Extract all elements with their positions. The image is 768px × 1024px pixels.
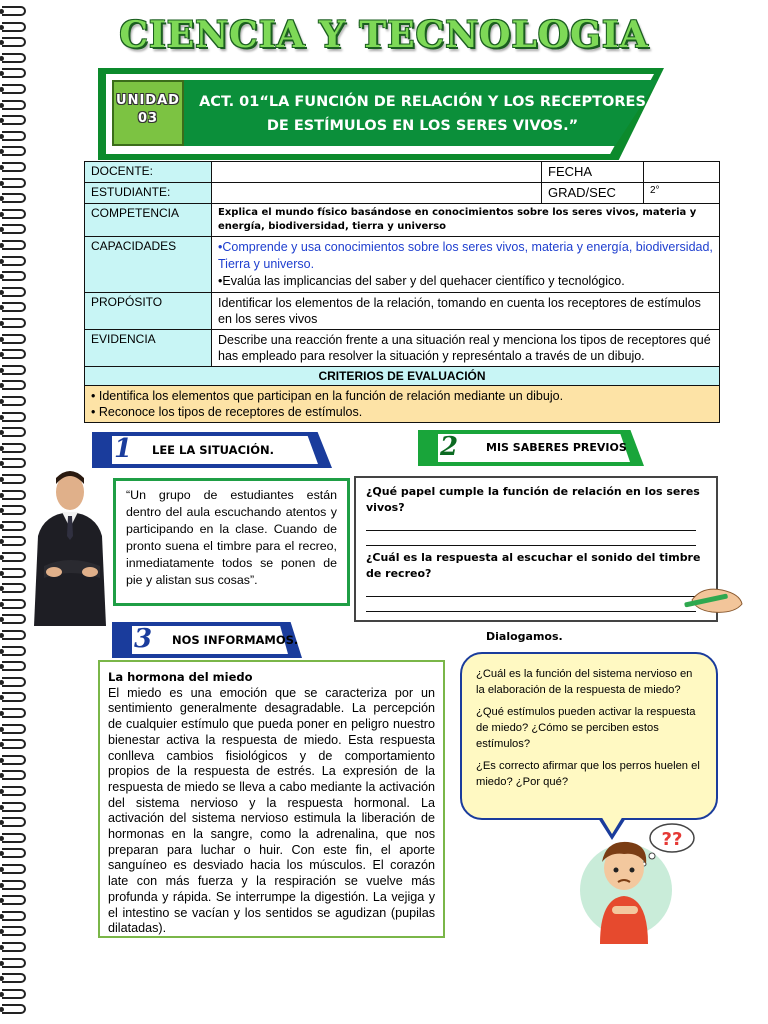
spiral-ring xyxy=(2,864,26,874)
spiral-ring xyxy=(2,68,26,78)
spiral-ring xyxy=(2,630,26,640)
spiral-ring xyxy=(2,583,26,593)
spiral-ring xyxy=(2,614,26,624)
spiral-ring xyxy=(2,724,26,734)
spiral-ring xyxy=(2,193,26,203)
section-2-label: MIS SABERES PREVIOS xyxy=(486,441,627,454)
spiral-ring xyxy=(2,224,26,234)
answer-line-2[interactable] xyxy=(366,531,696,546)
unit-number: 03 xyxy=(137,111,159,126)
spiral-binding xyxy=(0,0,30,1024)
spiral-ring xyxy=(2,474,26,484)
businessman-illustration xyxy=(30,466,126,626)
spiral-ring xyxy=(2,833,26,843)
section-1-tab xyxy=(92,432,332,468)
section-1-label: LEE LA SITUACIÓN. xyxy=(152,443,275,457)
capacidad-1: •Comprende y usa conocimientos sobre los seres vivos, materia y energía, biodiversidad, Tierra y universo. xyxy=(218,240,713,271)
info-table xyxy=(84,161,720,423)
competencia-value: Explica el mundo físico basándose en conocimientos sobre los seres vivos, materia y energía, biodiversidad, tierra y universo xyxy=(212,204,720,237)
spiral-ring xyxy=(2,708,26,718)
spiral-ring xyxy=(2,692,26,702)
spiral-ring xyxy=(2,100,26,110)
spiral-ring xyxy=(2,911,26,921)
spiral-ring xyxy=(2,505,26,515)
spiral-ring xyxy=(2,848,26,858)
unit-label: UNIDAD xyxy=(116,93,180,108)
spiral-ring xyxy=(2,380,26,390)
section-3-tab xyxy=(112,622,302,658)
docente-field[interactable] xyxy=(212,162,542,183)
answer-line-1[interactable] xyxy=(366,516,696,531)
spiral-ring xyxy=(2,458,26,468)
activity-title-line2: DE ESTÍMULOS EN LOS SERES VIVOS.” xyxy=(266,118,579,134)
spiral-ring xyxy=(2,895,26,905)
activity-title-line1: ACT. 01“LA FUNCIÓN DE RELACIÓN Y LOS RECEPTORES xyxy=(199,94,646,110)
spiral-ring xyxy=(2,552,26,562)
spiral-ring xyxy=(2,770,26,780)
dialog-question-1: ¿Cuál es la función del sistema nervioso en la elaboración de la respuesta de miedo? xyxy=(476,668,693,696)
spiral-ring xyxy=(2,287,26,297)
estudiante-field[interactable] xyxy=(212,183,542,204)
spiral-ring xyxy=(2,942,26,952)
spiral-ring xyxy=(2,412,26,422)
spiral-ring xyxy=(2,302,26,312)
section-3-number: 3 xyxy=(134,624,153,654)
section-2-tab xyxy=(418,430,644,466)
spiral-ring xyxy=(2,521,26,531)
activity-title xyxy=(195,90,650,138)
spiral-ring xyxy=(2,677,26,687)
thought-marks: ?? xyxy=(661,829,683,850)
spiral-ring xyxy=(2,443,26,453)
criterios-header: CRITERIOS DE EVALUACIÓN xyxy=(85,367,720,386)
unit-badge xyxy=(112,80,184,146)
spiral-ring xyxy=(2,256,26,266)
situation-text: “Un grupo de estudiantes están dentro del aula escuchando atentos y participando en la clase. Cuando de pronto suena el timbre para el recreo, inmediatamente todos se ponen de pie y alistan sus cosas”. xyxy=(113,478,350,606)
spiral-ring xyxy=(2,162,26,172)
spiral-ring xyxy=(2,1004,26,1014)
spiral-ring xyxy=(2,271,26,281)
prior-question-2: ¿Cuál es la respuesta al escuchar el sonido del timbre de recreo? xyxy=(366,551,701,580)
page-title: CIENCIA Y TECNOLOGIA xyxy=(119,14,649,56)
spiral-ring xyxy=(2,661,26,671)
spiral-ring xyxy=(2,568,26,578)
spiral-ring xyxy=(2,755,26,765)
spiral-ring xyxy=(2,646,26,656)
capacidad-2: •Evalúa las implicancias del saber y del quehacer científico y tecnológico. xyxy=(218,274,625,288)
fecha-label: FECHA xyxy=(542,162,644,183)
spiral-ring xyxy=(2,209,26,219)
evidencia-value: Describe una reacción frente a una situación real y menciona los tipos de receptores qué has empleado para resolver la situación y represéntalo a través de un dibujo. xyxy=(212,330,720,367)
answer-line-4[interactable] xyxy=(366,597,696,612)
spiral-ring xyxy=(2,958,26,968)
criterio-1: • Identifica los elementos que participan en la función de relación mediante un dibujo. xyxy=(91,389,564,403)
spiral-ring xyxy=(2,989,26,999)
spiral-ring xyxy=(2,146,26,156)
spiral-ring xyxy=(2,973,26,983)
section-1-number: 1 xyxy=(114,434,133,464)
section-3-label: NOS INFORMAMOS. xyxy=(172,633,299,647)
evidencia-label: EVIDENCIA xyxy=(85,330,212,367)
competencia-label: COMPETENCIA xyxy=(85,204,212,237)
spiral-ring xyxy=(2,817,26,827)
grado-field[interactable]: 2° xyxy=(644,183,720,204)
spiral-ring xyxy=(2,739,26,749)
thinking-boy-illustration xyxy=(578,822,698,946)
spiral-ring xyxy=(2,880,26,890)
article-heading: La hormona del miedo xyxy=(108,670,253,684)
criterios-list xyxy=(85,386,720,423)
estudiante-label: ESTUDIANTE: xyxy=(85,183,212,204)
spiral-ring xyxy=(2,240,26,250)
article-body: El miedo es una emoción que se caracteriza por un sentimiento generalmente desagradable. La percepción de cualquier estímulo que pueda poner en peligro nuestro bienestar activa la respuesta de miedo. Esta respuesta conlleva cambios fisiológicos y de comportamiento propios de la respuesta de estrés. La expresión de la respuesta de miedo se lleva a cabo mediante la activación del sistema nervioso y la respuesta hormonal. La activación del sistema nervioso estimula la liberación de hormonas en la sangre, como la adrenalina, que nos preparan para luchar o huir. Con este fin, el aporte sanguíneo es desviado hacia los músculos. El corazón late con más fuerza y la respiración se vuelve más profunda y rápida. Se interrumpe la digestión. La vejiga y el intestino se vacían y los sentidos se agudizan (pupilas dilatadas). xyxy=(108,685,435,936)
capacidades-value xyxy=(212,237,720,293)
spiral-ring xyxy=(2,536,26,546)
dialog-bubble xyxy=(460,652,718,820)
writing-hand-icon xyxy=(682,578,748,618)
spiral-ring xyxy=(2,926,26,936)
spiral-ring xyxy=(2,349,26,359)
spiral-ring xyxy=(2,318,26,328)
answer-line-3[interactable] xyxy=(366,582,696,597)
capacidades-label: CAPACIDADES xyxy=(85,237,212,293)
dialog-title: Dialogamos. xyxy=(486,630,563,643)
dialog-question-3: ¿Es correcto afirmar que los perros huelen el miedo? ¿Por qué? xyxy=(476,760,700,788)
spiral-ring xyxy=(2,84,26,94)
spiral-ring xyxy=(2,802,26,812)
spiral-ring xyxy=(2,115,26,125)
prior-question-1: ¿Qué papel cumple la función de relación en los seres vivos? xyxy=(366,485,700,514)
spiral-ring xyxy=(2,334,26,344)
proposito-value: Identificar los elementos de la relación, tomando en cuenta los receptores de estímulos en los seres vivos xyxy=(212,293,720,330)
spiral-ring xyxy=(2,490,26,500)
spiral-ring xyxy=(2,599,26,609)
proposito-label: PROPÓSITO xyxy=(85,293,212,330)
criterio-2: • Reconoce los tipos de receptores de estímulos. xyxy=(91,405,363,419)
spiral-ring xyxy=(2,786,26,796)
spiral-ring xyxy=(2,427,26,437)
fecha-field[interactable] xyxy=(644,162,720,183)
prior-knowledge-box xyxy=(354,476,718,622)
section-2-number: 2 xyxy=(440,432,459,462)
spiral-ring xyxy=(2,365,26,375)
spiral-ring xyxy=(2,131,26,141)
fear-hormone-article xyxy=(98,660,445,938)
grado-label: GRAD/SEC xyxy=(542,183,644,204)
dialog-question-2: ¿Qué estímulos pueden activar la respuesta de miedo? ¿Cómo se perciben estos estímulos? xyxy=(476,706,696,750)
spiral-ring xyxy=(2,396,26,406)
docente-label: DOCENTE: xyxy=(85,162,212,183)
spiral-ring xyxy=(2,178,26,188)
